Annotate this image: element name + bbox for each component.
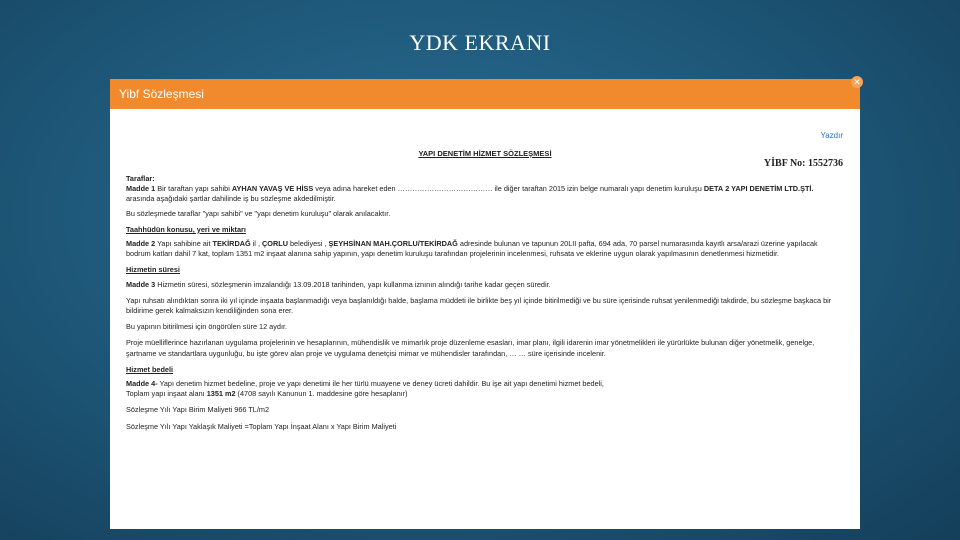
madde-1-label: Madde 1 xyxy=(126,184,156,194)
contract-dialog xyxy=(110,79,860,529)
madde-3 xyxy=(126,280,842,290)
completion-paragraph: Bu yapının bitirilmesi için öngörülen süre 12 aydır. xyxy=(126,322,288,332)
madde-2-text-c: belediyesi , xyxy=(287,239,329,249)
location-district: ÇORLU xyxy=(262,239,288,249)
slide-title: YDK EKRANI xyxy=(409,30,551,55)
location-address: ŞEYHSİNAN MAH.ÇORLU/TEKİRDAĞ xyxy=(328,239,458,249)
company-name-a: DETA xyxy=(703,184,724,194)
madde-4-text-a: Yapı denetim hizmet bedeline, proje ve yapı denetimi ile her türlü muayene ve deney ücreti dahildir. Bu işe ait yapı denetimi hizmet bedeli, xyxy=(157,379,604,389)
parties-note: Bu sözleşmede taraflar "yapı sahibi" ve "yapı denetim kuruluşu" olarak anılacaktır. xyxy=(126,208,391,218)
madde-2-text-a: Yapı sahibine ait xyxy=(155,239,213,249)
madde-3-text: Hizmetin süresi, sözleşmenin imzalandığı 13.09.2018 tarihinden, yapı kullanma iznının alındığı tarihe kadar geçen süredir. xyxy=(155,279,551,289)
unit-cost-line: Sözleşme Yılı Yapı Birim Maliyeti 966 TL/m2 xyxy=(126,405,270,415)
approx-cost-line: Sözleşme Yılı Yapı Yaklaşık Maliyeti =Toplam Yapı İnşaat Alanı x Yapı Birim Maliyeti xyxy=(126,421,397,431)
madde-4-text-c: (4708 sayılı Kanunun 1. maddesine göre hesaplanır) xyxy=(235,389,408,399)
madde-2-text-d: adresinde bulunan ve tapunun 20LII pafta, 694 ada, 70 parsel numarasında kayıtlı arsa/arazi üzerine yapılacak bodrum katları dahil 7 kat, toplam 1351 m2 inşaat alanına sahip yapının, yapı denetim kuruluşu tarafından projelerinin incelenmesi, ruhsata ve eklerine uygun olarak yapılmasının denetlenmesi hizmetidir. xyxy=(126,239,818,259)
contract-content xyxy=(126,109,844,529)
permit-paragraph: Yapı ruhsatı alındıktan sonra iki yıl içinde inşaata başlanmadığı veya başlanıldığı halde, başlama müddeti ile birlikte beş yıl içinde bitirilmediği ve bu süre içerisinde ruhsat yenilenmediği takdirde, bu sözleşme başkaca bir bildirime gerek kalmaksızın kendiliğinden sona erer. xyxy=(126,295,832,316)
madde-1-text-c: arasında aşağıdaki şartlar dahilinde iş bu sözleşme akdedilmiştir. xyxy=(126,194,336,204)
madde-1-text-a: Bir taraftan yapı sahibi xyxy=(155,184,232,194)
document-title: YAPI DENETİM HİZMET SÖZLEŞMESİ xyxy=(418,149,552,158)
madde-4-label: Madde 4- xyxy=(126,379,158,389)
owner-name: AYHAN YAVAŞ VE HİSS xyxy=(231,184,314,194)
madde-2-text-b: il , xyxy=(250,239,263,249)
contract-body xyxy=(126,174,842,432)
fee-heading: Hizmet bedeli xyxy=(126,364,174,374)
madde-4-area xyxy=(126,389,842,399)
contract-number: YİBF No: 1552736 xyxy=(763,158,843,169)
dialog-title: Yibf Sözleşmesi xyxy=(119,87,204,101)
madde-3-label: Madde 3 xyxy=(126,279,156,289)
madde-4-text-b: Toplam yapı inşaat alanı xyxy=(126,389,207,399)
madde-1 xyxy=(126,184,842,204)
location-province: TEKİRDAĞ xyxy=(212,239,251,249)
duration-heading: Hizmetin süresi xyxy=(126,265,180,275)
parties-heading: Taraflar: xyxy=(126,174,155,183)
madde-2-label: Madde 2 xyxy=(126,239,156,249)
print-link[interactable]: Yazdır xyxy=(820,131,843,140)
close-icon[interactable]: ✕ xyxy=(851,76,863,88)
company-name-b: 2 YAPI DENETİM LTD.ŞTİ. xyxy=(725,184,814,194)
projects-paragraph: Proje müelliflerince hazırlanan uygulama projelerinin ve hesaplarının, mühendislik ve mimarlık proje düzenleme esasları, imar planı, ilgili idarenin imar yönetmelikleri ile yürürlükte bulunan diğer yönetmelik, genelge, şartname ve standartlara uygunluğu, bu işte görev alan proje ve uygulama denetçisi mimar ve mühendisler tarafından, … … süre içerisinde incelenir. xyxy=(126,338,815,358)
madde-2 xyxy=(126,239,842,259)
madde-1-text-b: veya adına hareket eden ………………………………… ile diğer taraftan 2015 izin belge numaralı yapı denetim kuruluşu xyxy=(313,184,704,194)
dialog-header xyxy=(110,79,860,109)
area-value: 1351 m2 xyxy=(206,389,236,399)
scope-heading: Taahhüdün konusu, yeri ve miktarı xyxy=(126,224,246,234)
madde-4 xyxy=(126,379,842,389)
